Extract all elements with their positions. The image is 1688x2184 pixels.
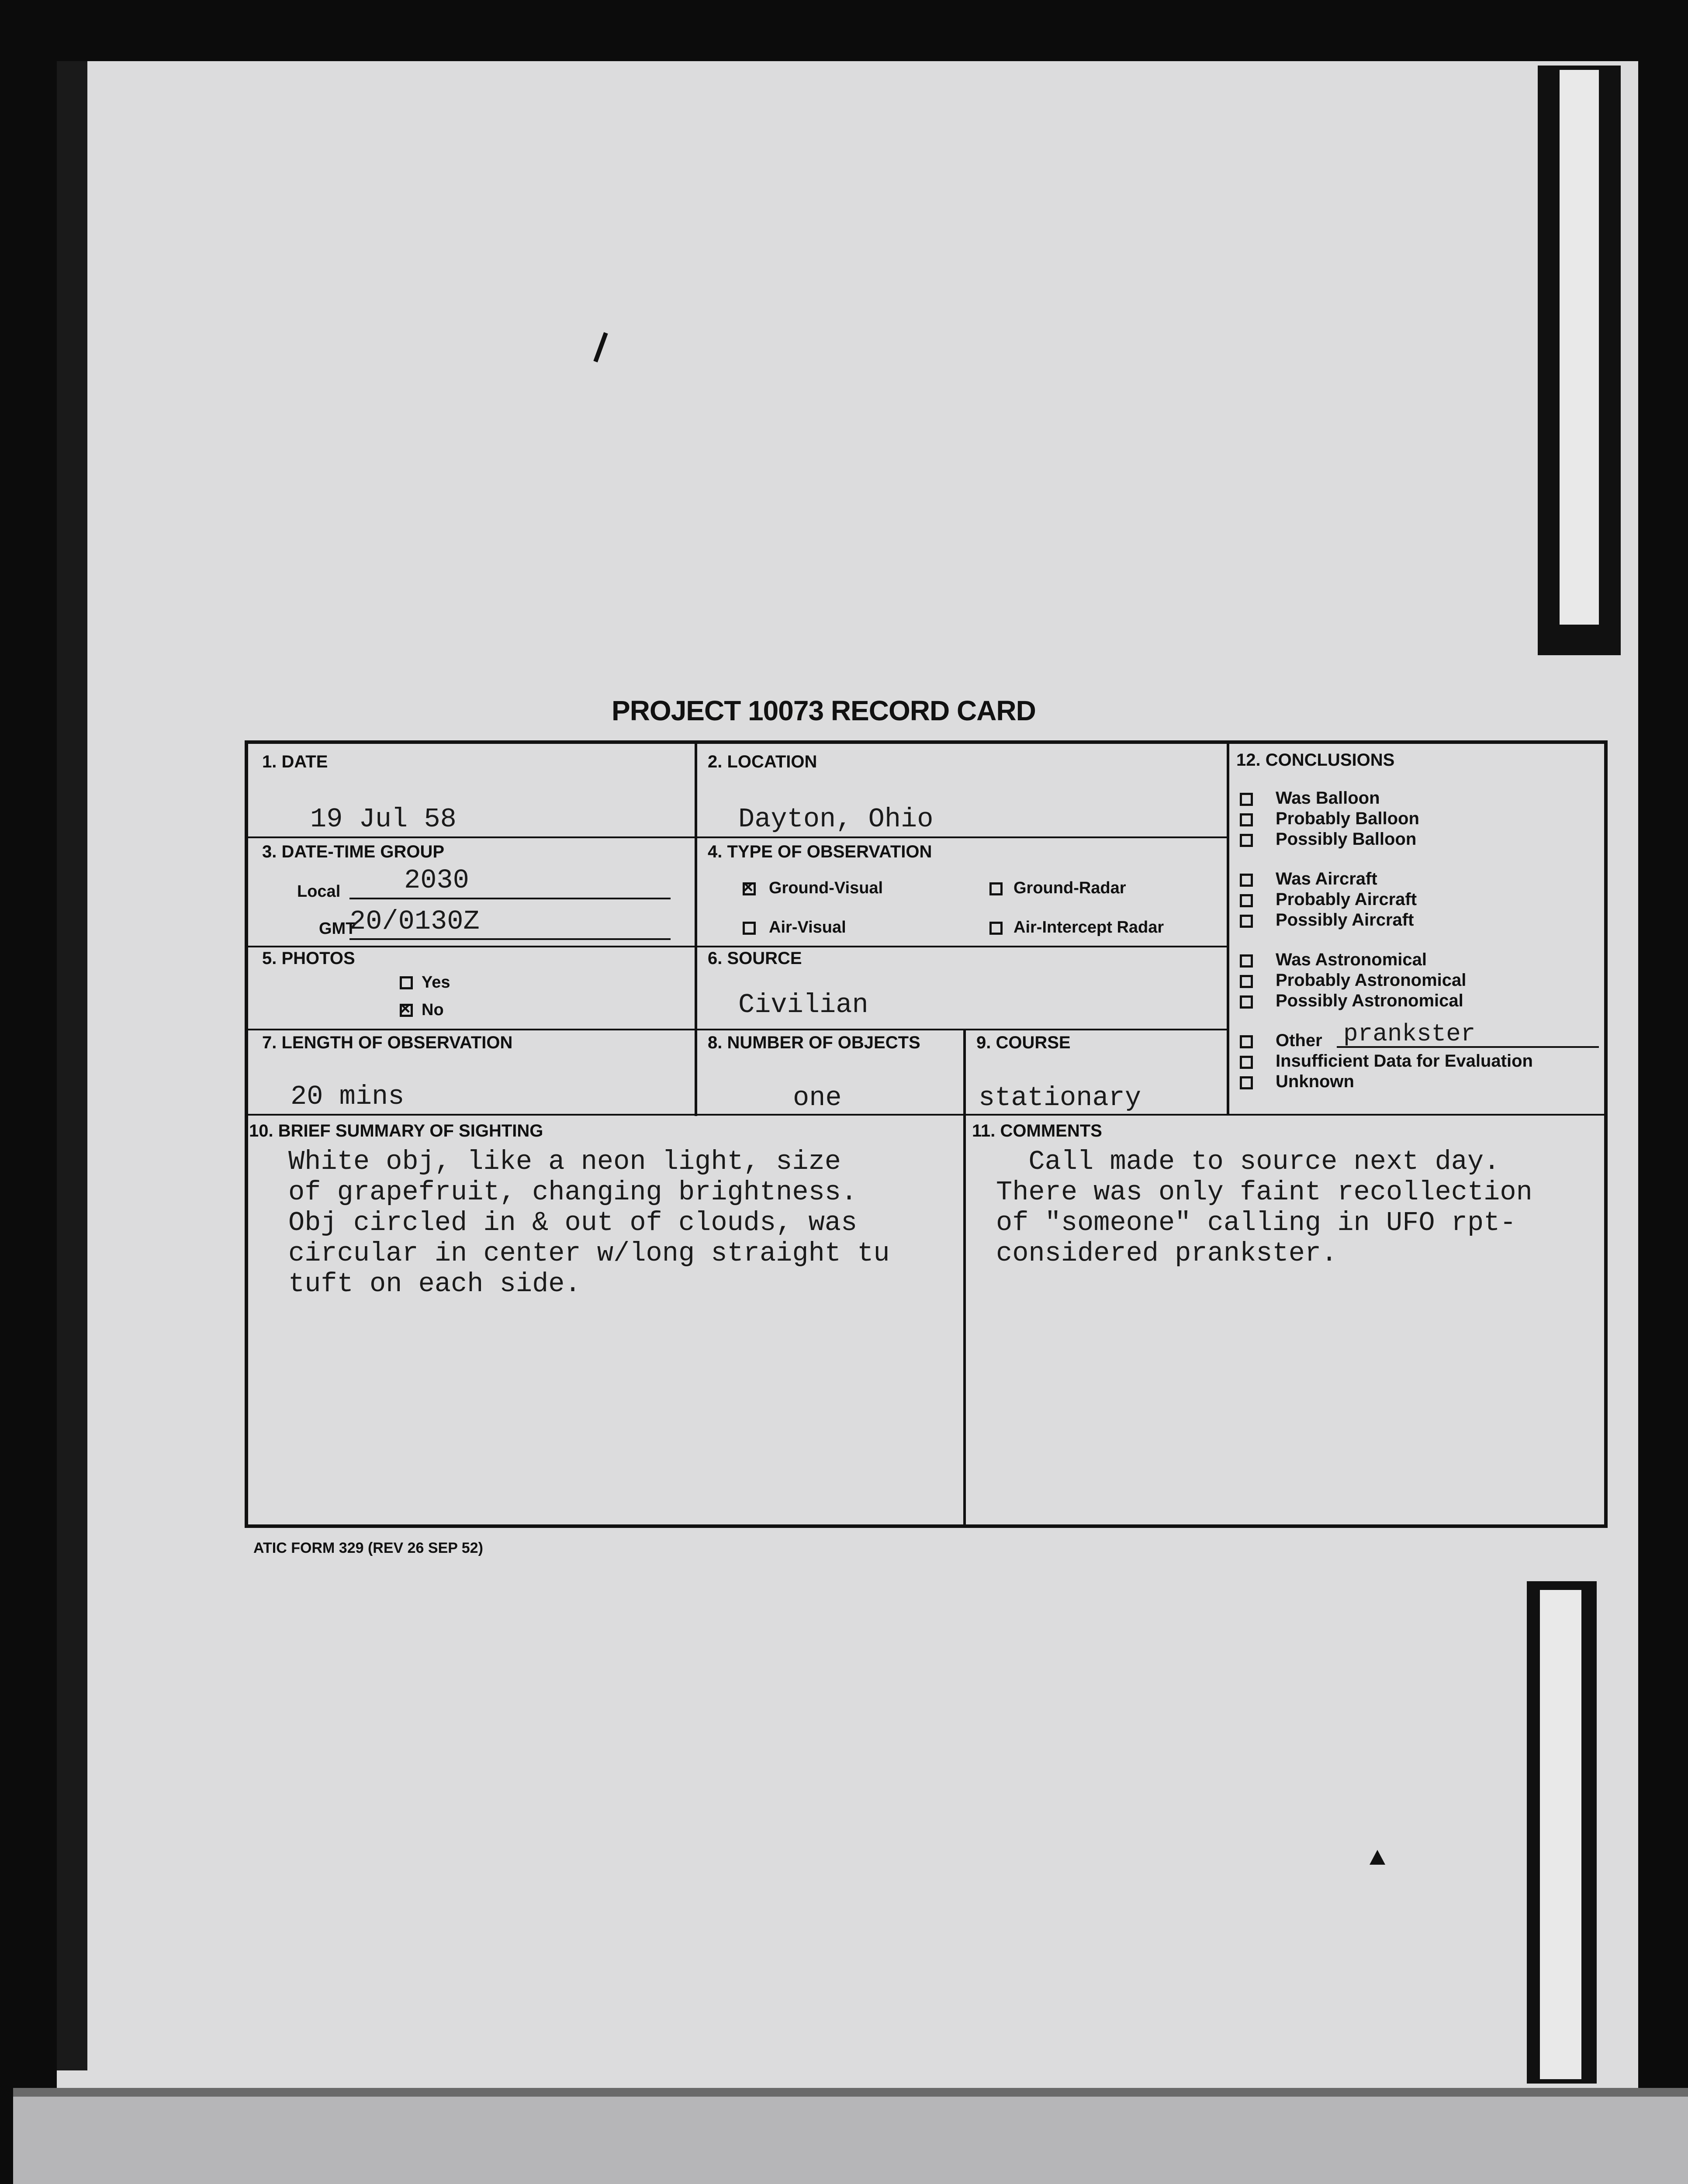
summary-line-2: of grapefruit, changing brightness. (288, 1177, 858, 1208)
row-line-1 (247, 836, 1228, 838)
objects-label: 8. NUMBER OF OBJECTS (708, 1033, 920, 1052)
card-border-right (1604, 740, 1608, 1528)
card-border-top (245, 740, 1608, 744)
air-visual-checkbox[interactable] (743, 922, 756, 935)
left-film-edge (57, 61, 87, 2070)
card-border-left (245, 740, 248, 1528)
local-underline (349, 898, 671, 899)
card-title: PROJECT 10073 RECORD CARD (612, 695, 1036, 726)
photos-no-label: No (422, 1001, 444, 1019)
row-line-2 (247, 946, 1228, 947)
length-label: 7. LENGTH OF OBSERVATION (262, 1033, 513, 1052)
summary-line-4: circular in center w/long straight tu (288, 1238, 890, 1269)
source-label: 6. SOURCE (708, 949, 802, 968)
concl-probably-astronomical: Probably Astronomical (1276, 971, 1467, 990)
concl-insufficient: Insufficient Data for Evaluation (1276, 1051, 1533, 1071)
source-value: Civilian (738, 989, 868, 1020)
concl-possibly-astronomical: Possibly Astronomical (1276, 991, 1463, 1010)
concl-checkbox-was-balloon[interactable] (1240, 793, 1253, 806)
concl-other: Other (1276, 1031, 1322, 1050)
concl-checkbox-probably-aircraft[interactable] (1240, 894, 1253, 907)
local-value: 2030 (404, 865, 469, 896)
card-border-bottom (245, 1524, 1608, 1528)
conclusions-label: 12. CONCLUSIONS (1236, 750, 1395, 770)
photos-no-checkbox[interactable] (400, 1004, 413, 1017)
location-label: 2. LOCATION (708, 752, 817, 771)
concl-checkbox-probably-balloon[interactable] (1240, 813, 1253, 826)
document-sheet (57, 61, 1638, 2092)
gmt-underline (349, 938, 671, 940)
concl-was-aircraft: Was Aircraft (1276, 869, 1377, 888)
concl-checkbox-insufficient[interactable] (1240, 1056, 1253, 1069)
ground-radar-checkbox[interactable] (989, 882, 1003, 895)
course-value: stationary (979, 1082, 1141, 1113)
concl-was-astronomical: Was Astronomical (1276, 950, 1427, 969)
concl-checkbox-probably-astronomical[interactable] (1240, 975, 1253, 988)
concl-was-balloon: Was Balloon (1276, 788, 1380, 808)
dtg-label: 3. DATE-TIME GROUP (262, 842, 445, 861)
concl-checkbox-was-aircraft[interactable] (1240, 874, 1253, 887)
type-label: 4. TYPE OF OBSERVATION (708, 842, 932, 861)
divider-conclusions (1227, 743, 1229, 1114)
date-label: 1. DATE (262, 752, 328, 771)
arrow-mark (1370, 1850, 1385, 1865)
film-strip-lower (13, 2097, 1688, 2184)
photos-yes-checkbox[interactable] (400, 976, 413, 989)
summary-label: 10. BRIEF SUMMARY OF SIGHTING (249, 1121, 543, 1140)
photos-label: 5. PHOTOS (262, 949, 355, 968)
length-value: 20 mins (291, 1081, 405, 1112)
comments-label: 11. COMMENTS (972, 1121, 1102, 1140)
concl-checkbox-possibly-astronomical[interactable] (1240, 995, 1253, 1009)
ground-radar-label: Ground-Radar (1013, 879, 1126, 897)
divider-col-course (963, 1029, 966, 1527)
summary-line-5: tuft on each side. (288, 1268, 581, 1299)
course-label: 9. COURSE (976, 1033, 1071, 1052)
concl-checkbox-was-astronomical[interactable] (1240, 954, 1253, 968)
concl-checkbox-other[interactable] (1240, 1035, 1253, 1048)
air-intercept-checkbox[interactable] (989, 922, 1003, 935)
local-label: Local (297, 882, 341, 901)
ground-visual-checkbox[interactable] (743, 882, 756, 895)
concl-probably-balloon: Probably Balloon (1276, 809, 1419, 828)
summary-line-3: Obj circled in & out of clouds, was (288, 1207, 858, 1238)
row-line-4 (247, 1114, 1605, 1116)
objects-value: one (793, 1082, 842, 1113)
form-footer: ATIC FORM 329 (REV 26 SEP 52) (253, 1540, 483, 1556)
summary-line-1: White obj, like a neon light, size (288, 1146, 841, 1177)
divider-col1 (695, 743, 697, 1116)
air-visual-label: Air-Visual (769, 918, 846, 936)
concl-other-value: prankster (1343, 1020, 1476, 1048)
concl-checkbox-unknown[interactable] (1240, 1076, 1253, 1089)
gmt-value: 20/0130Z (349, 906, 480, 937)
air-intercept-label: Air-Intercept Radar (1013, 918, 1164, 936)
comments-line-4: considered prankster. (996, 1238, 1338, 1269)
comments-line-3: of "someone" calling in UFO rpt- (996, 1207, 1516, 1238)
comments-line-1: Call made to source next day. (996, 1146, 1500, 1177)
right-edge-highlight-top (1560, 70, 1599, 625)
photos-yes-label: Yes (422, 973, 450, 992)
concl-possibly-aircraft: Possibly Aircraft (1276, 910, 1414, 930)
concl-checkbox-possibly-aircraft[interactable] (1240, 915, 1253, 928)
concl-possibly-balloon: Possibly Balloon (1276, 829, 1417, 849)
date-value: 19 Jul 58 (310, 804, 457, 835)
row-line-3 (247, 1029, 1228, 1030)
location-value: Dayton, Ohio (738, 804, 934, 835)
concl-probably-aircraft: Probably Aircraft (1276, 890, 1417, 909)
gmt-label: GMT (319, 919, 356, 938)
concl-unknown: Unknown (1276, 1072, 1354, 1091)
right-edge-highlight-bottom (1540, 1590, 1581, 2079)
comments-line-2: There was only faint recollection (996, 1177, 1532, 1208)
concl-checkbox-possibly-balloon[interactable] (1240, 834, 1253, 847)
ground-visual-label: Ground-Visual (769, 879, 883, 897)
